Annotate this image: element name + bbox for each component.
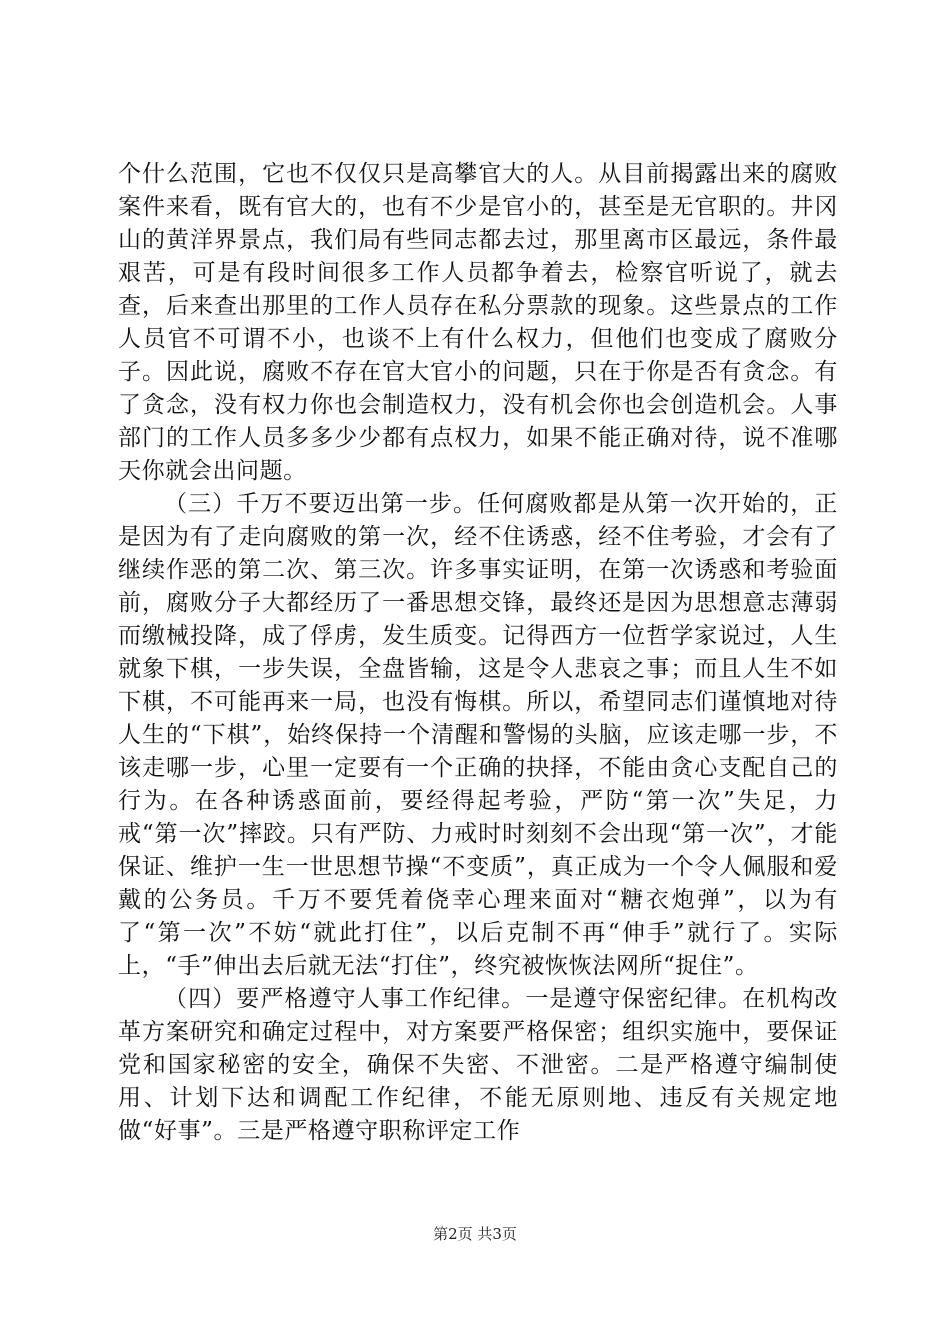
page-footer <box>0 1224 950 1244</box>
paragraph-section-four: （四）要严格遵守人事工作纪律。一是遵守保密纪律。在机构改革方案研究和确定过程中，对方案要严格保密；组织实施中，要保证党和国家秘密的安全，确保不失密、不泄密。二是严格遵守编制使用、计划下达和调配工作纪律，不能无原则地、违反有关规定地做“好事”。三是严格遵守职称评定工作 <box>118 986 838 1144</box>
page-number: 第2页 共3页 <box>433 1225 517 1243</box>
paragraph-continuation: 个什么范围，它也不仅仅只是高攀官大的人。从目前揭露出来的腐败案件来看，既有官大的，也有不少是官小的，甚至是无官职的。井冈山的黄洋界景点，我们局有些同志都去过，那里离市区最远，条件最艰苦，可是有段时间很多工作人员都争着去，检察官听说了，就去查，后来查出那里的工作人员存在私分票款的现象。这些景点的工作人员官不可谓不小，也谈不上有什么权力，但他们也变成了腐败分子。因此说，腐败不存在官大官小的问题，只在于你是否有贪念。有了贪念，没有权力你也会制造权力，没有机会你也会创造机会。人事部门的工作人员多多少少都有点权力，如果不能正确对待，说不准哪天你就会出问题。 <box>118 161 838 484</box>
document-body <box>118 158 838 1148</box>
paragraph-section-three: （三）千万不要迈出第一步。任何腐败都是从第一次开始的，正是因为有了走向腐败的第一次，经不住诱惑，经不住考验，才会有了继续作恶的第二次、第三次。许多事实证明，在第一次诱惑和考验面前，腐败分子大都经历了一番思想交锋，最终还是因为思想意志薄弱而缴械投降，成了俘虏，发生质变。记得西方一位哲学家说过，人生就象下棋，一步失误，全盘皆输，这是令人悲哀之事；而且人生不如下棋，不可能再来一局，也没有悔棋。所以，希望同志们谨慎地对待人生的“下棋”，始终保持一个清醒和警惕的头脑，应该走哪一步，不该走哪一步，心里一定要有一个正确的抉择，不能由贪心支配自己的行为。在各种诱惑面前，要经得起考验，严防“第一次”失足，力戒“第一次”摔跤。只有严防、力戒时时刻刻不会出现“第一次”，才能保证、维护一生一世思想节操“不变质”，真正成为一个令人佩服和爱戴的公务员。千万不要凭着侥幸心理来面对“糖衣炮弹”，以为有了“第一次”不妨“就此打住”，以后克制不再“伸手”就行了。实际上，“手”伸出去后就无法“打住”，终究被恢恢法网所“捉住”。 <box>118 491 838 979</box>
